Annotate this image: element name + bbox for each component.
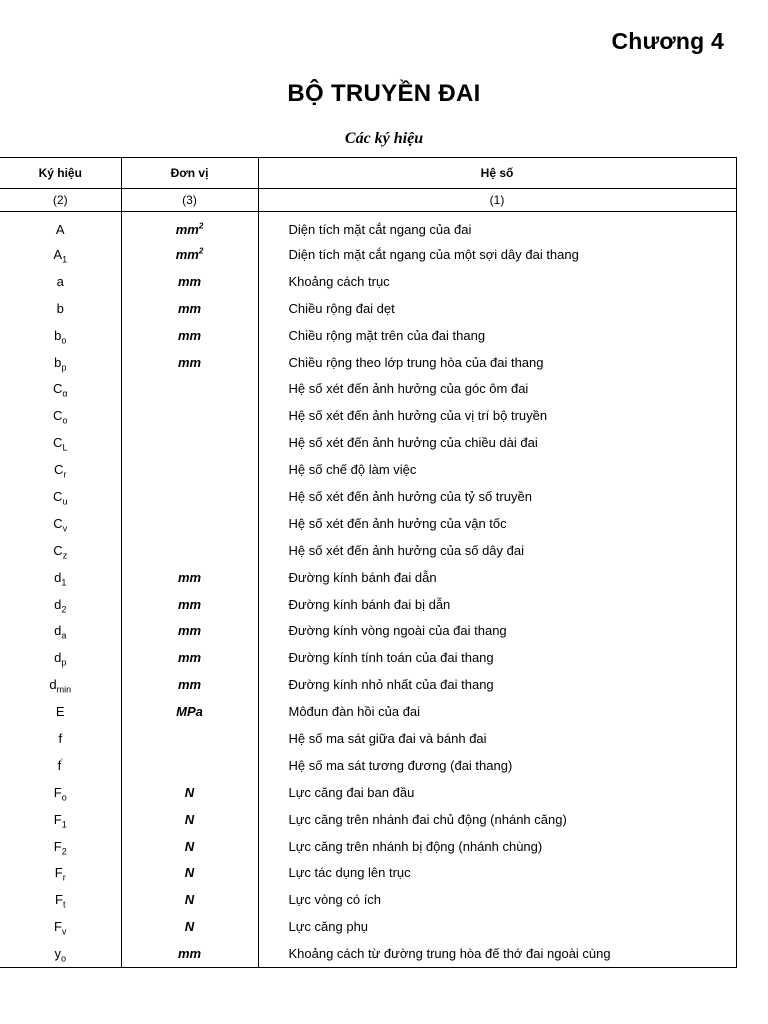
symbol-cell xyxy=(0,698,121,725)
table-header-row xyxy=(0,158,736,189)
table-row xyxy=(0,886,736,913)
symbol-subscript: 1 xyxy=(61,577,67,588)
table-row xyxy=(0,833,736,860)
unit-text: mm xyxy=(175,246,199,262)
table-row xyxy=(0,456,736,483)
table-row xyxy=(0,268,736,295)
symbol-base: C xyxy=(53,488,63,504)
symbol-base: b xyxy=(56,300,64,316)
unit-text: mm xyxy=(177,273,202,289)
symbol-subscript: o xyxy=(61,335,67,346)
symbol-base: F xyxy=(53,811,62,827)
unit-cell xyxy=(121,212,258,242)
unit-cell xyxy=(121,537,258,564)
table-row xyxy=(0,564,736,591)
unit-text: N xyxy=(184,784,195,800)
symbol-cell xyxy=(0,591,121,618)
page-title: BỘ TRUYỀN ĐAI xyxy=(287,80,481,107)
unit-cell xyxy=(121,510,258,537)
table-row xyxy=(0,752,736,779)
unit-text: mm xyxy=(177,354,202,370)
description-cell: Hệ số ma sát tương đương (đai thang) xyxy=(288,757,513,773)
symbol-base: F xyxy=(54,919,62,935)
description-cell: Hệ số xét đến ảnh hưởng của chiều dài đai xyxy=(288,435,538,451)
symbol-base: C xyxy=(53,435,63,451)
symbol-subscript: a xyxy=(61,631,67,641)
unit-cell xyxy=(121,564,258,591)
symbol-subscript: α xyxy=(62,388,68,399)
description-cell: Khoảng cách từ đường trung hòa đế thớ đai ngoài cùng xyxy=(288,946,611,962)
symbol-cell xyxy=(0,833,121,860)
symbols-table-body xyxy=(0,158,736,968)
symbol-subscript: v xyxy=(61,926,67,937)
unit-cell xyxy=(121,591,258,618)
symbol-cell xyxy=(0,617,121,644)
header-symbol: Ký hiệu xyxy=(0,158,121,189)
unit-cell xyxy=(121,833,258,860)
symbol-base: d xyxy=(49,677,57,693)
symbol-base: d xyxy=(54,650,62,666)
description-cell: Hệ số xét đến ảnh hưởng của vận tốc xyxy=(288,515,507,531)
unit-cell xyxy=(121,402,258,429)
unit-cell xyxy=(121,725,258,752)
table-row xyxy=(0,212,736,242)
unit-cell xyxy=(121,483,258,510)
unit-text: mm xyxy=(177,677,202,693)
unit-cell xyxy=(121,913,258,940)
description-cell: Chiều rộng đai dẹt xyxy=(288,300,395,316)
column-number-symbol: (2) xyxy=(0,189,121,212)
symbol-base: y xyxy=(54,946,61,962)
symbol-base: d xyxy=(54,569,62,585)
description-cell: Lực căng đai ban đầu xyxy=(288,784,415,800)
symbol-subscript: 2 xyxy=(61,846,67,857)
unit-superscript: 2 xyxy=(198,246,204,256)
unit-text: N xyxy=(184,811,195,827)
description-cell: Chiều rộng mặt trên của đai thang xyxy=(288,327,486,343)
symbol-cell xyxy=(0,241,121,268)
description-cell: Lực căng trên nhánh đai chủ động (nhánh căng) xyxy=(288,811,567,827)
table-row xyxy=(0,671,736,698)
unit-cell xyxy=(121,322,258,349)
symbol-base: A xyxy=(55,221,65,237)
symbol-base: E xyxy=(55,704,65,720)
table-row xyxy=(0,859,736,886)
description-cell: Khoảng cách trục xyxy=(288,273,390,289)
unit-text: mm xyxy=(177,327,202,343)
description-cell: Đường kính vòng ngoài của đai thang xyxy=(288,623,507,639)
table-row xyxy=(0,241,736,268)
symbol-subscript: 1 xyxy=(62,254,68,265)
symbol-subscript: o xyxy=(60,953,66,964)
table-row xyxy=(0,617,736,644)
description-cell: Hệ số xét đến ảnh hưởng của tỷ số truyền xyxy=(288,488,532,504)
symbol-base: A xyxy=(53,246,63,262)
unit-text: mm xyxy=(177,946,202,962)
symbol-cell xyxy=(0,375,121,402)
symbol-cell xyxy=(0,456,121,483)
symbol-base: F xyxy=(54,865,63,881)
unit-cell xyxy=(121,241,258,268)
symbol-cell xyxy=(0,510,121,537)
symbols-table xyxy=(0,157,737,968)
description-cell: Hệ số chế độ làm việc xyxy=(288,462,417,478)
unit-text: N xyxy=(184,838,195,854)
symbol-subscript: min xyxy=(56,684,72,695)
description-cell: Hệ số xét đến ảnh hưởng của số dây đai xyxy=(288,542,524,558)
unit-cell xyxy=(121,268,258,295)
unit-text: N xyxy=(184,892,195,908)
symbol-subscript: p xyxy=(61,657,67,668)
unit-cell xyxy=(121,779,258,806)
symbol-cell xyxy=(0,402,121,429)
symbol-subscript: o xyxy=(62,415,68,426)
symbol-subscript: v xyxy=(62,523,68,534)
table-row xyxy=(0,591,736,618)
description-cell: Đường kính nhỏ nhất của đai thang xyxy=(288,677,494,693)
symbol-subscript: 1 xyxy=(61,819,67,830)
symbol-base: f xyxy=(58,730,63,746)
chapter-label: Chương 4 xyxy=(611,28,724,54)
table-row xyxy=(0,644,736,671)
unit-cell xyxy=(121,940,258,967)
symbol-subscript: 2 xyxy=(61,604,67,615)
section-subtitle: Các ký hiệu xyxy=(344,130,424,147)
table-row xyxy=(0,806,736,833)
symbol-cell xyxy=(0,212,121,242)
unit-text: mm xyxy=(177,300,202,316)
symbol-cell xyxy=(0,268,121,295)
table-row xyxy=(0,375,736,402)
description-cell: Hệ số xét đến ảnh hưởng của vị trí bộ truyền xyxy=(288,408,548,424)
unit-text: mm xyxy=(177,569,202,585)
symbol-base: C xyxy=(54,462,64,478)
unit-text: mm xyxy=(177,596,202,612)
symbol-subscript: t xyxy=(62,899,66,910)
symbol-cell xyxy=(0,537,121,564)
unit-cell xyxy=(121,375,258,402)
symbol-cell xyxy=(0,859,121,886)
description-cell: Hệ số ma sát giữa đai và bánh đai xyxy=(288,730,487,746)
description-cell: Lực căng phụ xyxy=(288,919,369,935)
symbol-base: C xyxy=(53,408,63,424)
symbol-base: C xyxy=(53,542,63,558)
symbol-subscript: r xyxy=(63,469,67,480)
column-number-row xyxy=(0,189,736,212)
symbol-base: C xyxy=(52,381,63,397)
table-row xyxy=(0,510,736,537)
symbol-cell xyxy=(0,322,121,349)
symbol-cell xyxy=(0,429,121,456)
symbol-cell xyxy=(0,644,121,671)
symbol-cell xyxy=(0,913,121,940)
table-row xyxy=(0,913,736,940)
unit-text: mm xyxy=(177,623,202,639)
symbol-base: F xyxy=(53,784,62,800)
symbol-cell xyxy=(0,806,121,833)
unit-text: mm xyxy=(177,650,202,666)
symbol-subscript: o xyxy=(61,792,67,803)
table-row xyxy=(0,349,736,376)
unit-cell xyxy=(121,886,258,913)
table-row xyxy=(0,779,736,806)
symbol-cell xyxy=(0,671,121,698)
symbol-cell xyxy=(0,564,121,591)
unit-cell xyxy=(121,349,258,376)
description-cell: Môđun đàn hồi của đai xyxy=(288,704,421,720)
unit-cell xyxy=(121,429,258,456)
symbol-base: a xyxy=(56,273,64,289)
table-row xyxy=(0,402,736,429)
unit-cell xyxy=(121,752,258,779)
unit-cell xyxy=(121,456,258,483)
description-cell: Chiều rộng theo lớp trung hòa của đai thang xyxy=(288,354,544,370)
unit-cell xyxy=(121,644,258,671)
symbol-base: F xyxy=(55,892,63,908)
description-cell: Diện tích mặt cắt ngang của đai xyxy=(288,221,472,237)
symbol-subscript: L xyxy=(62,442,68,453)
header-unit: Đơn vị xyxy=(121,158,258,189)
symbol-subscript: p xyxy=(61,362,67,373)
column-number-description: (1) xyxy=(258,189,736,212)
description-cell: Lực vòng có ích xyxy=(288,892,382,908)
symbol-cell xyxy=(0,752,121,779)
table-row xyxy=(0,483,736,510)
symbol-base: f xyxy=(57,757,62,773)
symbol-base: d xyxy=(54,623,62,639)
unit-cell xyxy=(121,295,258,322)
unit-superscript: 2 xyxy=(198,221,204,231)
description-cell: Đường kính bánh đai bị dẫn xyxy=(288,596,451,612)
description-cell: Lực căng trên nhánh bị động (nhánh chùng) xyxy=(288,838,543,854)
symbol-base: C xyxy=(53,515,63,531)
description-cell: Diện tích mặt cắt ngang của một sợi dây đai thang xyxy=(288,246,579,262)
symbol-base: b xyxy=(54,354,62,370)
table-row xyxy=(0,295,736,322)
table-row xyxy=(0,322,736,349)
symbol-cell xyxy=(0,295,121,322)
symbol-subscript: z xyxy=(62,550,68,561)
symbol-cell xyxy=(0,940,121,967)
symbol-superscript: ' xyxy=(61,757,63,767)
unit-cell xyxy=(121,617,258,644)
unit-text: N xyxy=(184,865,195,881)
table-row xyxy=(0,698,736,725)
symbol-cell xyxy=(0,886,121,913)
symbol-base: F xyxy=(53,838,62,854)
symbol-cell xyxy=(0,725,121,752)
unit-cell xyxy=(121,698,258,725)
unit-text: mm xyxy=(175,221,199,237)
symbol-subscript: r xyxy=(62,873,66,884)
unit-text: MPa xyxy=(176,704,203,720)
table-row xyxy=(0,940,736,967)
description-cell: Đường kính bánh đai dẫn xyxy=(288,569,437,585)
table-row xyxy=(0,429,736,456)
symbol-subscript: u xyxy=(62,496,68,507)
column-number-unit: (3) xyxy=(121,189,258,212)
unit-cell xyxy=(121,671,258,698)
table-row xyxy=(0,537,736,564)
description-cell: Đường kính tính toán của đai thang xyxy=(288,650,494,666)
unit-cell xyxy=(121,806,258,833)
description-cell: Lực tác dụng lên trục xyxy=(288,865,411,881)
unit-text: N xyxy=(184,919,195,935)
header-description: Hệ số xyxy=(258,158,736,189)
symbol-base: b xyxy=(54,327,62,343)
description-cell: Hệ số xét đến ảnh hưởng của góc ôm đai xyxy=(288,381,529,397)
symbol-cell xyxy=(0,483,121,510)
table-row xyxy=(0,725,736,752)
symbol-base: d xyxy=(54,596,62,612)
unit-cell xyxy=(121,859,258,886)
symbol-cell xyxy=(0,779,121,806)
symbol-cell xyxy=(0,349,121,376)
